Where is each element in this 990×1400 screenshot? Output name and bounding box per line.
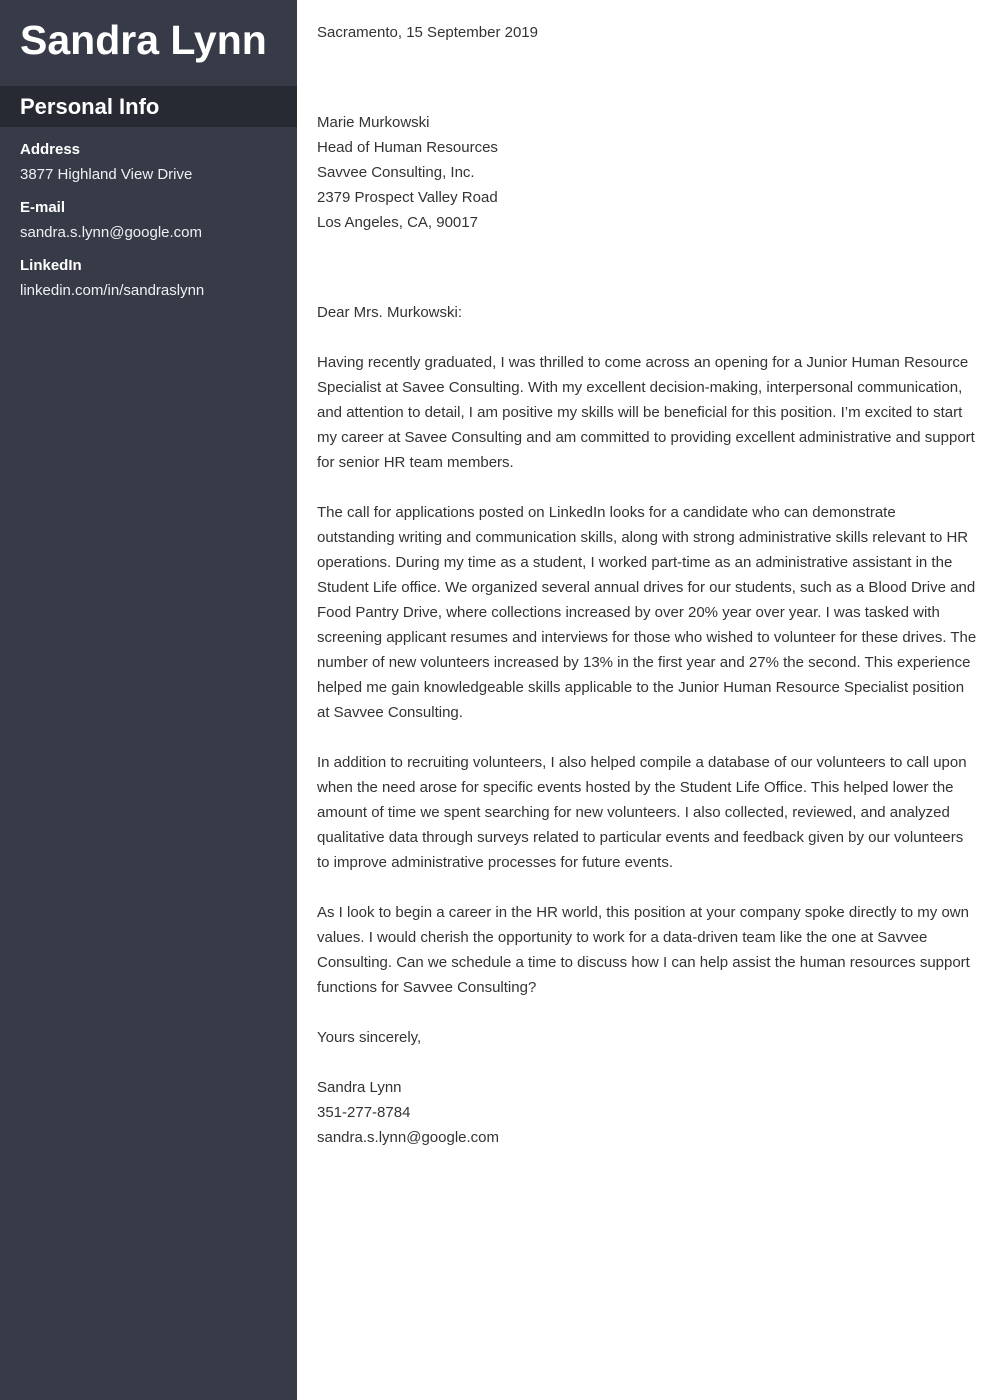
personal-info-header: [0, 86, 297, 127]
salutation: Dear Mrs. Murkowski:: [317, 304, 463, 321]
section-title: Personal Info: [20, 94, 160, 119]
address-value: 3877 Highland View Drive: [20, 166, 193, 183]
signature-phone: 351-277-8784: [317, 1104, 411, 1121]
letter-date: Sacramento, 15 September 2019: [317, 24, 538, 41]
body-paragraph-1: Having recently graduated, I was thrilled to come across an opening for a Junior Human Resource Specialist at Savee Consulting. With my excellent decision-making, interpersonal communication, and attention to detail, I am positive my skills will be beneficial for this position. I’m excited to start my career at Savee Consulting and am committed to providing excellent administrative and support for senior HR team members.: [317, 354, 975, 471]
address-label: Address: [20, 141, 81, 158]
body-paragraph-4: As I look to begin a career in the HR world, this position at your company spoke directly to my own values. I would cherish the opportunity to work for a data-driven team like the one at Savvee Consulting. Can we schedule a time to discuss how I can help assist the human resources support functions for Savvee Consulting?: [317, 904, 970, 996]
signature-block: [317, 1075, 977, 1150]
recipient-name: Marie Murkowski: [317, 114, 430, 131]
body-paragraph-3: In addition to recruiting volunteers, I also helped compile a database of our volunteers to call upon when the need arose for specific events hosted by the Student Life Office. This helped lower the amount of time we spent searching for new volunteers. I also collected, reviewed, and analyzed qualitative data through surveys related to particular events and feedback given by our volunteers to improve administrative processes for future events.: [317, 754, 967, 871]
email-value: sandra.s.lynn@google.com: [20, 224, 202, 241]
closing: Yours sincerely,: [317, 1029, 422, 1046]
info-item-linkedin: [20, 254, 285, 304]
applicant-name: Sandra Lynn: [20, 17, 267, 63]
cover-letter: [317, 20, 977, 1150]
personal-info-list: [20, 138, 285, 312]
recipient-company: Savvee Consulting, Inc.: [317, 164, 475, 181]
email-label: E-mail: [20, 199, 66, 216]
info-item-address: [20, 138, 285, 188]
recipient-street: 2379 Prospect Valley Road: [317, 189, 498, 206]
recipient-block: [317, 110, 977, 235]
linkedin-value: linkedin.com/in/sandraslynn: [20, 282, 205, 299]
sidebar: [0, 0, 297, 1400]
body-paragraph-2: The call for applications posted on LinkedIn looks for a candidate who can demonstrate outstanding writing and communication skills, along with strong administrative skills relevant to HR operations. During my time as a student, I worked part-time as an administrative assistant in the Student Life office. We organized several annual drives for our students, such as a Blood Drive and Food Pantry Drive, where collections increased by over 20% year over year. I was tasked with screening applicant resumes and interviews for those who wished to volunteer for these drives. The number of new volunteers increased by 13% in the first year and 27% the second. This experience helped me gain knowledgeable skills applicable to the Junior Human Resource Specialist position at Savvee Consulting.: [317, 504, 977, 721]
signature-name: Sandra Lynn: [317, 1079, 402, 1096]
signature-email: sandra.s.lynn@google.com: [317, 1129, 499, 1146]
linkedin-label: LinkedIn: [20, 257, 82, 274]
recipient-city: Los Angeles, CA, 90017: [317, 214, 478, 231]
info-item-email: [20, 196, 285, 246]
recipient-title: Head of Human Resources: [317, 139, 498, 156]
